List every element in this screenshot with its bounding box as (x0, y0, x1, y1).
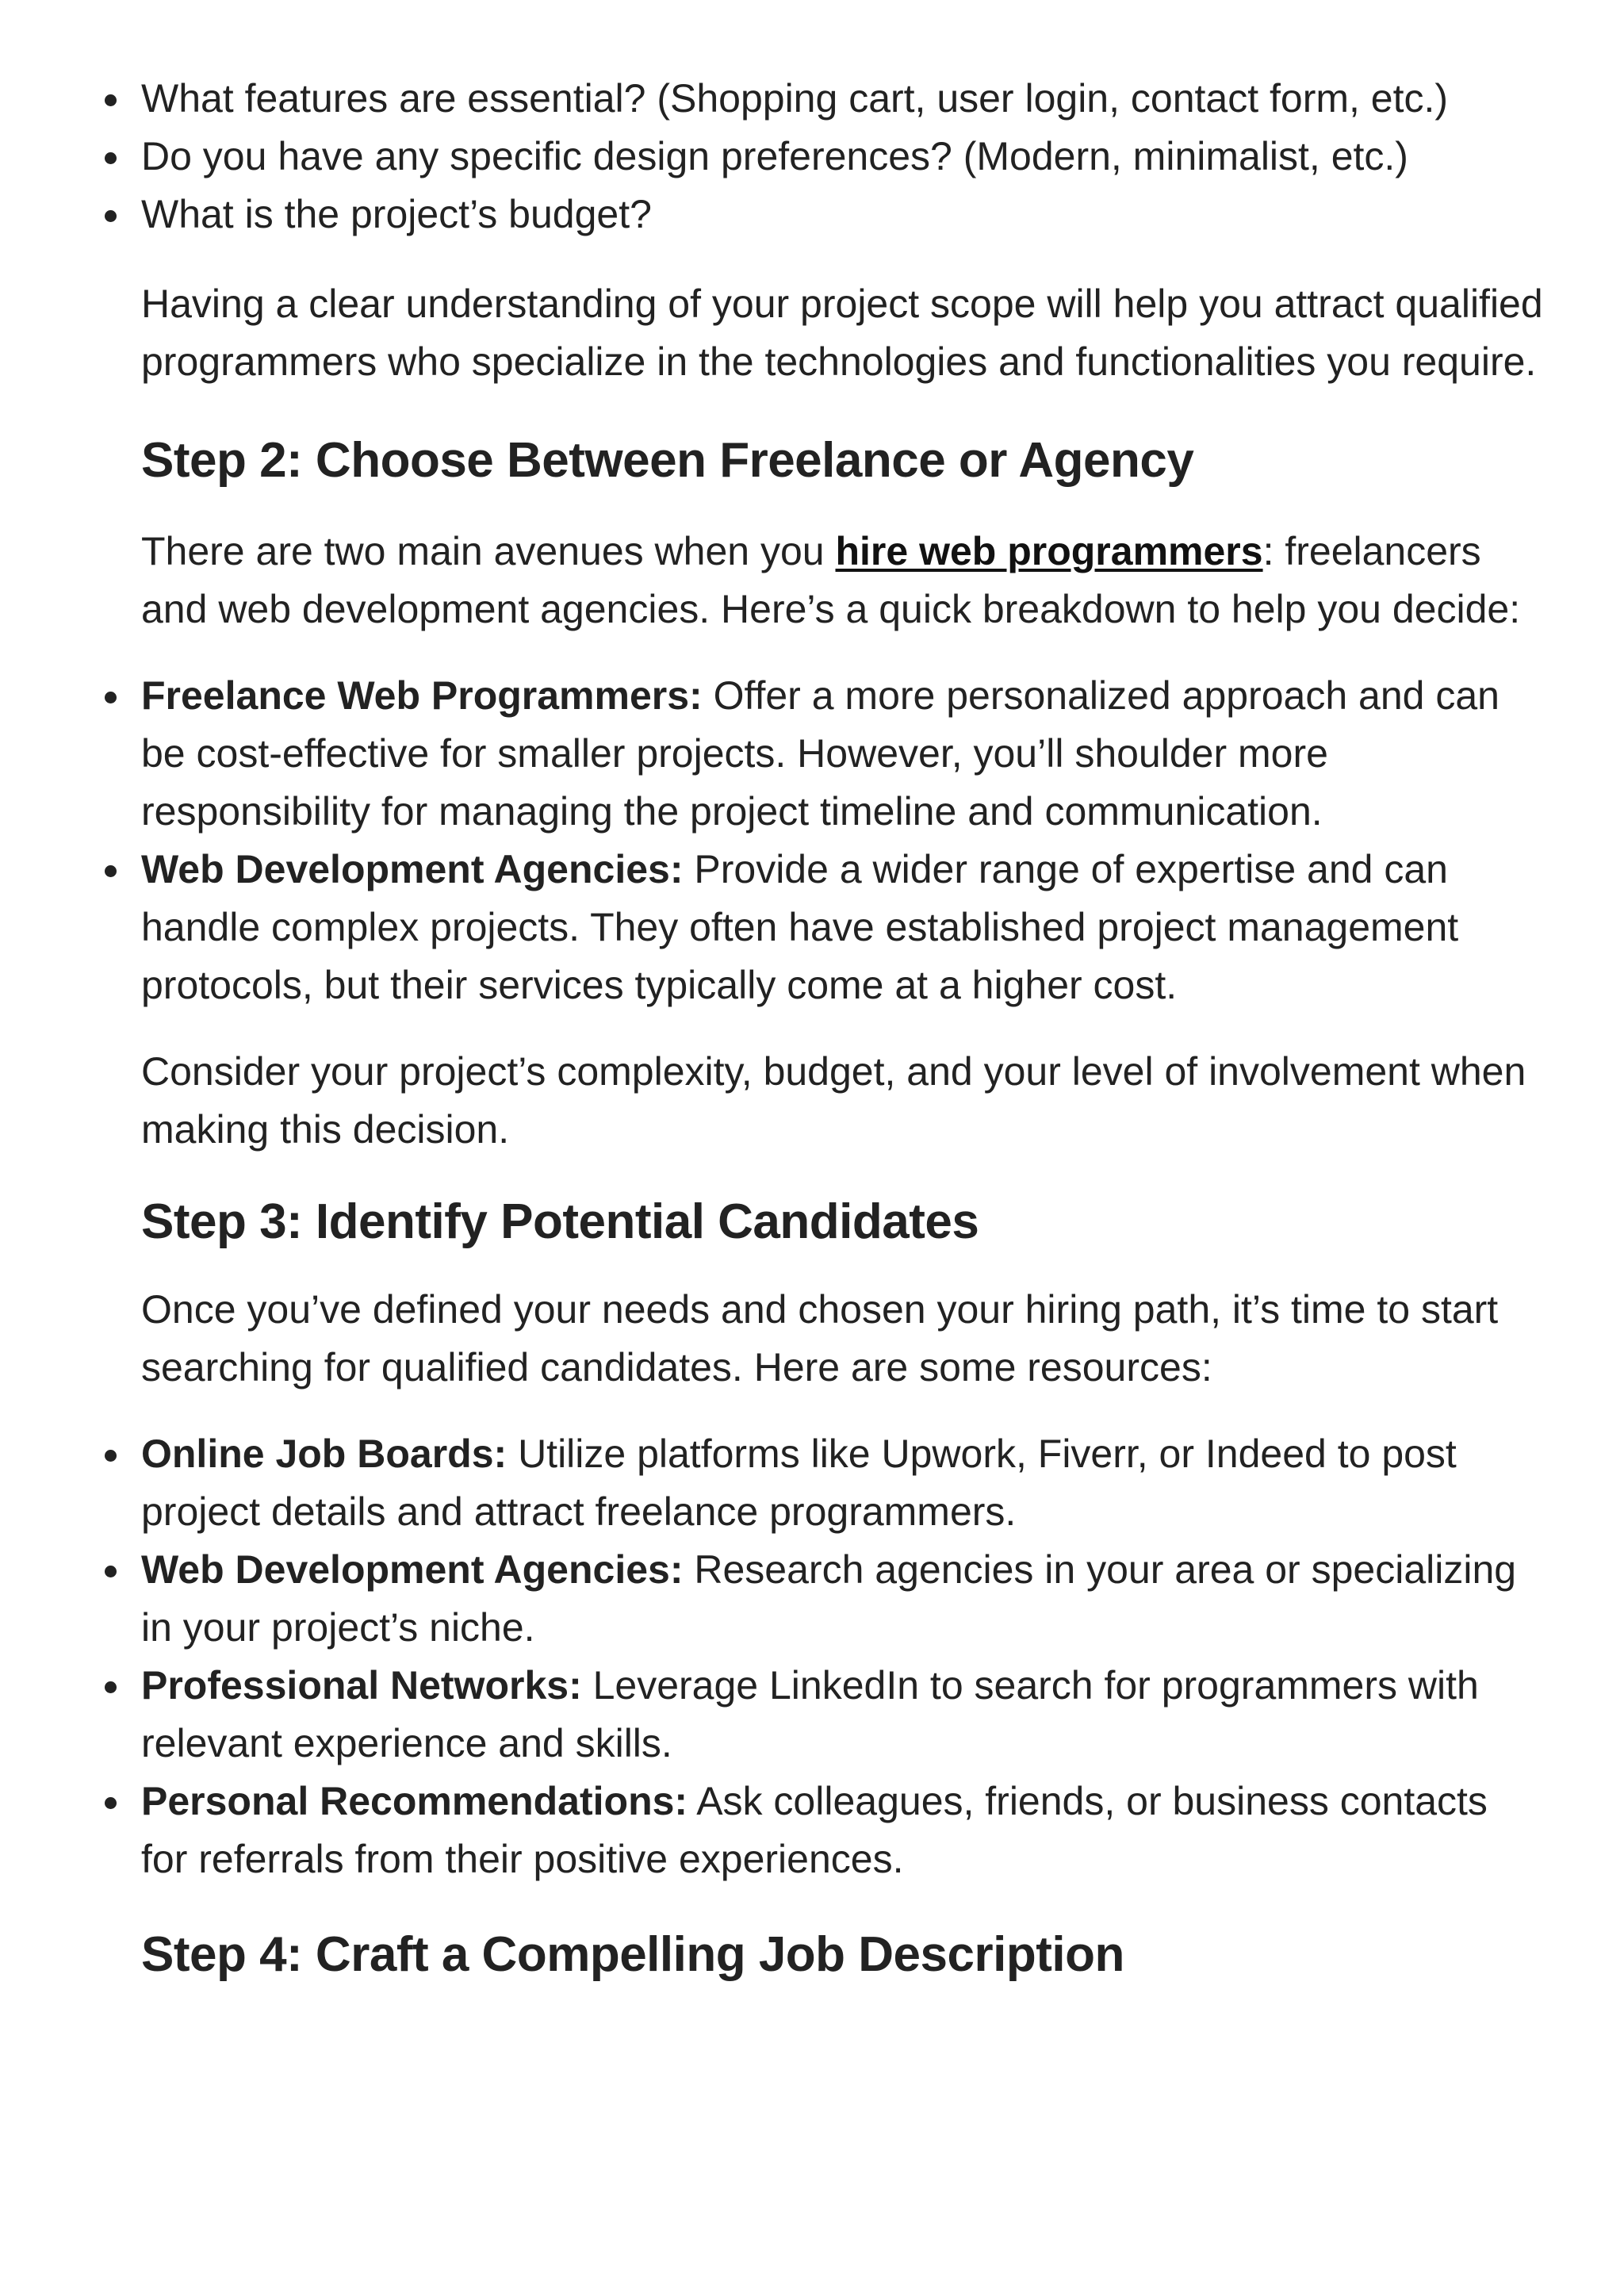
list-item-text: What features are essential? (Shopping cart, user login, contact form, etc.) (141, 76, 1449, 121)
list-item-label: Professional Networks: (141, 1663, 582, 1708)
list-item (141, 1657, 1543, 1773)
bullet-icon (105, 865, 117, 877)
list-item-label: Online Job Boards: (141, 1432, 508, 1476)
bullet-icon (105, 1797, 117, 1809)
step4-heading: Step 4: Craft a Compelling Job Description (141, 1927, 1124, 1982)
bullet-icon (105, 1566, 117, 1577)
step3-paragraph: Once you’ve defined your needs and chosen your hiring path, it’s time to start searching for qualified candidates. Here are some resources: (141, 1287, 1499, 1389)
bullet-icon (105, 1450, 117, 1462)
step3-heading: Step 3: Identify Potential Candidates (141, 1194, 979, 1249)
intro-question-list (141, 70, 1543, 243)
list-item (141, 1425, 1543, 1541)
list-item-text: Leverage LinkedIn to search for programmers with relevant experience and skills. (141, 1663, 1479, 1765)
bullet-icon (105, 94, 117, 106)
list-item-label: Personal Recommendations: (141, 1779, 688, 1823)
list-item-text: Do you have any specific design preferences? (Modern, minimalist, etc.) (141, 134, 1408, 178)
bullet-icon (105, 1681, 117, 1693)
list-item (141, 667, 1543, 841)
bullet-icon (105, 692, 117, 703)
step3-resource-list (141, 1425, 1543, 1888)
list-item-label: Web Development Agencies: (141, 847, 684, 891)
list-item-text: Utilize platforms like Upwork, Fiverr, or Indeed to post project details and attract freelance programmers. (141, 1432, 1457, 1534)
list-item (141, 841, 1543, 1014)
list-item-text: Offer a more personalized approach and can be cost-effective for smaller projects. However, you’ll shoulder more responsibility for managing the project timeline and communication. (141, 673, 1500, 834)
list-item-text: Ask colleagues, friends, or business contacts for referrals from their positive experiences. (141, 1779, 1488, 1881)
list-item-text: What is the project’s budget? (141, 192, 652, 236)
list-item (141, 70, 1543, 128)
bullet-icon (105, 152, 117, 164)
list-item (141, 1773, 1543, 1888)
list-item (141, 1541, 1543, 1657)
scope-paragraph: Having a clear understanding of your project scope will help you attract qualified programmers who specialize in the technologies and functionalities you require. (141, 282, 1543, 384)
step2-option-list (141, 667, 1543, 1014)
step2-paragraph (141, 523, 1543, 638)
step2-text-after: : freelancers and web development agencies. Here’s a quick breakdown to help you decide: (141, 529, 1521, 631)
list-item-label: Web Development Agencies: (141, 1547, 684, 1592)
step2-heading: Step 2: Choose Between Freelance or Agency (141, 433, 1194, 488)
list-item-text: Research agencies in your area or specializing in your project’s niche. (141, 1547, 1517, 1650)
list-item (141, 186, 1543, 243)
step2-closing-paragraph: Consider your project’s complexity, budget, and your level of involvement when making this decision. (141, 1049, 1526, 1152)
step2-text-before: There are two main avenues when you (141, 529, 836, 573)
list-item (141, 128, 1543, 186)
list-item-text: Provide a wider range of expertise and can handle complex projects. They often have established project management protocols, but their services typically come at a higher cost. (141, 847, 1459, 1007)
bullet-icon (105, 210, 117, 222)
hire-web-programmers-link[interactable]: hire web programmers (835, 529, 1263, 573)
list-item-label: Freelance Web Programmers: (141, 673, 703, 718)
